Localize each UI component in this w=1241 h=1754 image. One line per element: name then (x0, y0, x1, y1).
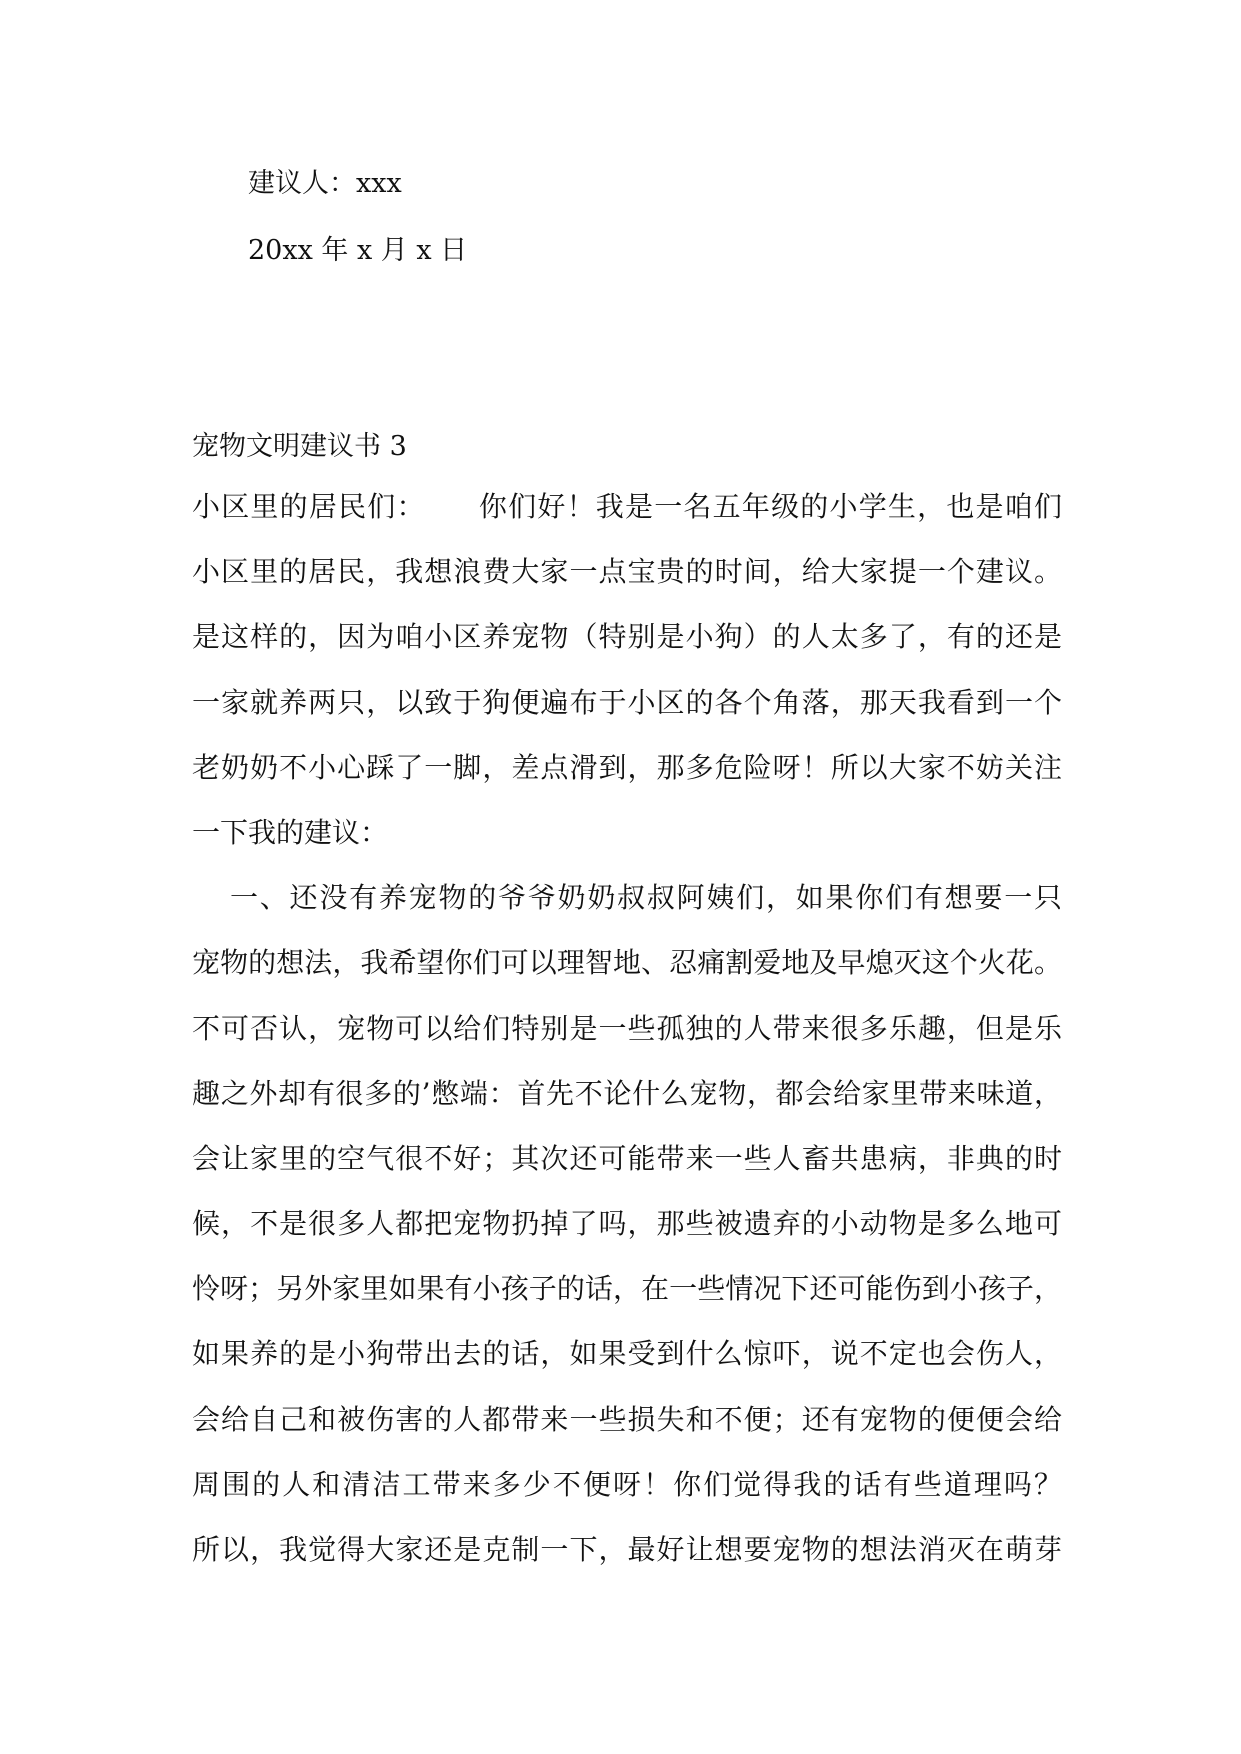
paragraph-line: 不可否认，宠物可以给们特别是一些孤独的人带来很多乐趣，但是乐 (192, 1011, 1062, 1045)
paragraph-line: 会让家里的空气很不好；其次还可能带来一些人畜共患病，非典的时 (192, 1141, 1062, 1175)
paragraph-line: 趣之外却有很多的’憋端：首先不论什么宠物，都会给家里带来味道， (192, 1076, 1062, 1110)
paragraph-line: 宠物的想法，我希望你们可以理智地、忍痛割爱地及早熄灭这个火花。 (192, 946, 1062, 980)
paragraph-line: 一、还没有养宠物的爷爷奶奶叔叔阿姨们，如果你们有想要一只 (230, 881, 1062, 915)
paragraph-line: 候，不是很多人都把宠物扔掉了吗，那些被遗弃的小动物是多么地可 (192, 1207, 1062, 1241)
paragraph-line (192, 489, 1062, 554)
letter-body (192, 489, 1062, 1597)
signature-date: 20xx 年 x 月 x 日 (248, 235, 468, 266)
salutation: 小区里的居民们： (192, 490, 426, 523)
paragraph-line: 所以，我觉得大家还是克制一下，最好让想要宠物的想法消灭在萌芽 (192, 1533, 1062, 1566)
paragraph-line: 小区里的居民，我想浪费大家一点宝贵的时间，给大家提一个建议。 (192, 555, 1062, 589)
paragraph-line: 怜呀；另外家里如果有小孩子的话，在一些情况下还可能伤到小孩子， (192, 1272, 1062, 1306)
paragraph-line: 周围的人和清洁工带来多少不便呀！你们觉得我的话有些道理吗？ (192, 1467, 1062, 1501)
paragraph-line: 老奶奶不小心踩了一脚，差点滑到，那多危险呀！所以大家不妨关注 (192, 750, 1062, 784)
signature-name: 建议人：xxx (248, 168, 402, 199)
greeting-text: 你们好！我是一名五年级的小学生，也是咱们 (477, 490, 1062, 523)
paragraph-line: 是这样的，因为咱小区养宠物（特别是小狗）的人太多了，有的还是 (192, 620, 1062, 654)
paragraph-line: 一家就养两只，以致于狗便遍布于小区的各个角落，那天我看到一个 (192, 685, 1062, 719)
paragraph-line: 会给自己和被伤害的人都带来一些损失和不便；还有宠物的便便会给 (192, 1402, 1062, 1436)
letter-title: 宠物文明建议书 3 (192, 431, 407, 462)
paragraph-line: 如果养的是小狗带出去的话，如果受到什么惊吓，说不定也会伤人， (192, 1337, 1062, 1371)
paragraph-line: 一下我的建议： (192, 815, 389, 849)
